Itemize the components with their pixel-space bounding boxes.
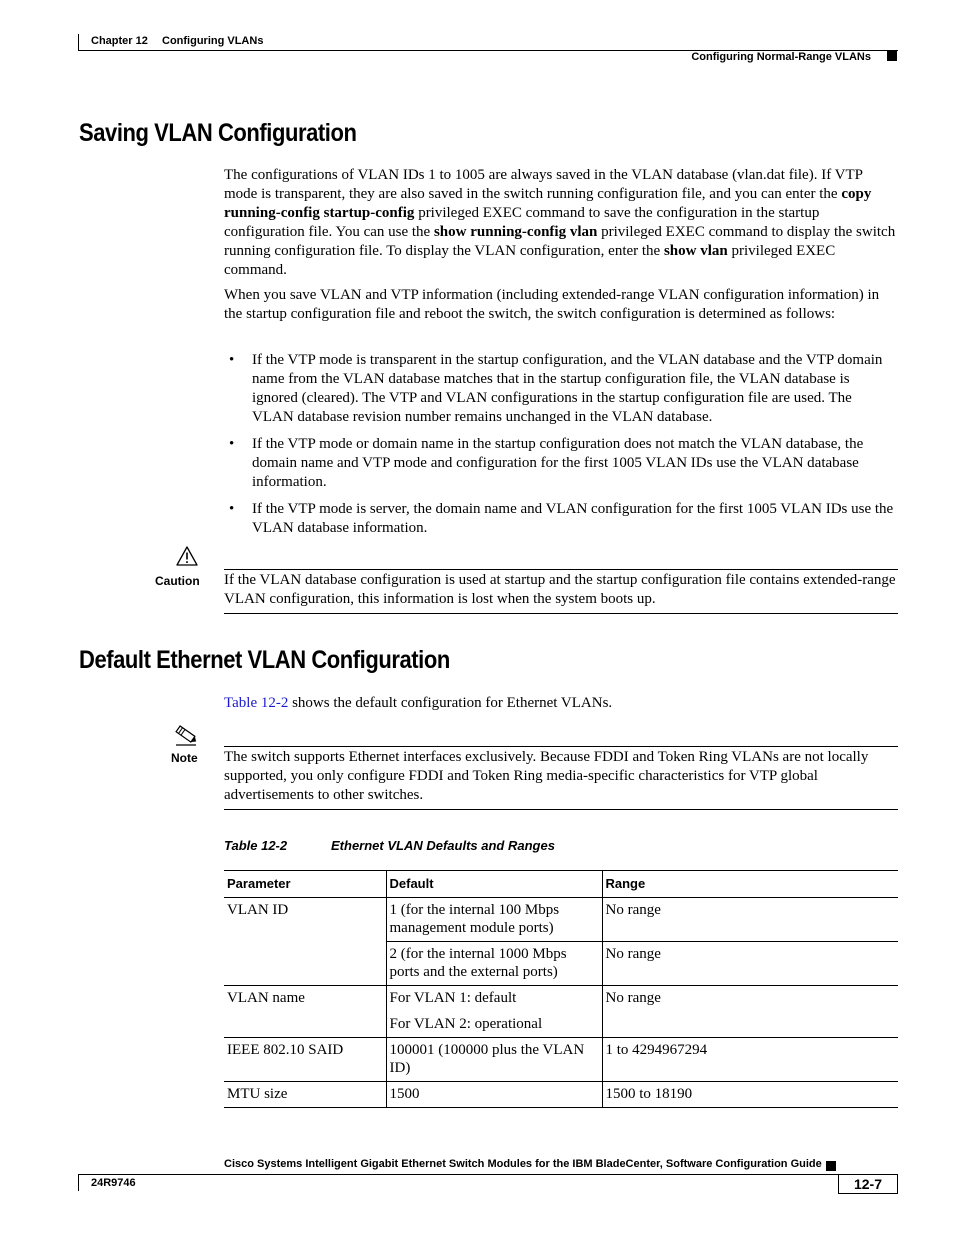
table-cell bbox=[386, 986, 602, 1038]
table-cell-line: For VLAN 1: default bbox=[389, 990, 517, 1006]
header-chapter: Chapter 12 bbox=[91, 35, 148, 47]
footer-page-number: 12-7 bbox=[838, 1174, 898, 1194]
default-intro-paragraph: Table 12-2 shows the default configuration for Ethernet VLANs. bbox=[224, 695, 613, 711]
section-title-saving-vlan: Saving VLAN Configuration bbox=[79, 119, 357, 147]
list-item: • If the VTP mode is server, the domain name and VLAN configuration for the first 1005 VLAN IDs use the VLAN database information. bbox=[224, 500, 896, 538]
note-text: The switch supports Ethernet interfaces exclusively. Because FDDI and Token Ring VLANs are not locally supported, you only configure FDDI and Token Ring media-specific characteristics for VTP global advertisements to other switches. bbox=[224, 749, 869, 803]
caution-label: Caution bbox=[155, 574, 200, 588]
table-header-row bbox=[224, 871, 898, 898]
header-left-bar bbox=[78, 34, 79, 51]
table-cell: 1 (for the internal 100 Mbps management module ports) bbox=[386, 898, 602, 942]
caution-warning-icon bbox=[176, 546, 198, 566]
header-block-marker bbox=[887, 51, 897, 61]
caution-top-rule bbox=[224, 569, 898, 570]
command-copy-running-config: copy running-config startup-config bbox=[224, 186, 872, 221]
list-item: • If the VTP mode or domain name in the startup configuration does not match the VLAN database, the domain name and VTP mode and configuration for the first 1005 VLAN IDs use the VLAN database information. bbox=[224, 435, 896, 492]
column-header-parameter: Parameter bbox=[224, 871, 386, 898]
table-caption-title: Ethernet VLAN Defaults and Ranges bbox=[331, 838, 555, 853]
table-cell: VLAN name bbox=[224, 986, 386, 1038]
caution-text: If the VLAN database configuration is used at startup and the startup configuration file contains extended-range VLAN configuration, this information is lost when the system boots up. bbox=[224, 572, 896, 607]
table-caption-number: Table 12-2 bbox=[224, 838, 288, 853]
footer-doc-number: 24R9746 bbox=[91, 1177, 136, 1189]
table-cell: IEEE 802.10 SAID bbox=[224, 1038, 386, 1082]
table-cell: VLAN ID bbox=[227, 902, 289, 918]
table-row bbox=[224, 1082, 898, 1108]
header-chapter-title: Configuring VLANs bbox=[162, 35, 264, 47]
table-row bbox=[224, 986, 898, 1038]
footer-rule bbox=[78, 1174, 898, 1175]
table-row bbox=[224, 898, 898, 942]
config-bullet-list bbox=[224, 351, 896, 546]
table-12-2-link[interactable]: Table 12-2 bbox=[224, 695, 289, 711]
table-cell: 1 to 4294967294 bbox=[602, 1038, 898, 1082]
note-bottom-rule bbox=[224, 809, 898, 810]
section-title-default-ethernet-vlan: Default Ethernet VLAN Configuration bbox=[79, 646, 450, 674]
table-cell: No range bbox=[602, 986, 898, 1038]
table-row bbox=[224, 1038, 898, 1082]
table-cell-line: For VLAN 2: operational bbox=[389, 1016, 543, 1032]
column-header-range: Range bbox=[602, 871, 898, 898]
caution-bottom-rule bbox=[224, 613, 898, 614]
vlan-defaults-table bbox=[224, 870, 898, 1108]
command-show-vlan: show vlan bbox=[663, 243, 728, 259]
note-label: Note bbox=[171, 751, 198, 765]
table-cell: No range bbox=[602, 898, 898, 942]
table-cell: 1500 bbox=[386, 1082, 602, 1108]
table-cell: 1500 to 18190 bbox=[602, 1082, 898, 1108]
column-header-default: Default bbox=[386, 871, 602, 898]
table-row bbox=[224, 942, 898, 986]
footer-guide-title: Cisco Systems Intelligent Gigabit Ethernet Switch Modules for the IBM BladeCenter, Software Configuration Guide bbox=[224, 1158, 822, 1170]
header-section: Configuring Normal-Range VLANs bbox=[691, 51, 871, 63]
table-cell bbox=[224, 942, 386, 986]
list-item: • If the VTP mode is transparent in the startup configuration, and the VLAN database and the VTP domain name from the VLAN database matches that in the startup configuration file, the VLAN database is ignored (cleared). The VTP and VLAN configurations in the startup configuration file are used. The VLAN database revision number remains unchanged in the VLAN database. bbox=[224, 351, 896, 427]
footer-block-marker bbox=[826, 1161, 836, 1171]
table-cell: 2 (for the internal 1000 Mbps ports and the external ports) bbox=[386, 942, 602, 986]
table-cell: 100001 (100000 plus the VLAN ID) bbox=[386, 1038, 602, 1082]
table-cell: MTU size bbox=[224, 1082, 386, 1108]
command-show-running-config-vlan: show running-config vlan bbox=[433, 224, 598, 240]
saving-paragraph-1: The configurations of VLAN IDs 1 to 1005 are always saved in the VLAN database (vlan.dat file). If VTP mode is transparent, they are also saved in the switch running configuration file, and you can enter the copy running-config startup-config privileged EXEC command to save the configuration in the startup configuration file. You can use the show running-config vlan privileged EXEC command to display the switch running configuration file. To display the VLAN configuration, enter the show vlan privileged EXEC command. bbox=[224, 167, 896, 278]
table-cell: No range bbox=[602, 942, 898, 986]
note-top-rule bbox=[224, 746, 898, 747]
saving-paragraph-2: When you save VLAN and VTP information (including extended-range VLAN configuration information) in the startup configuration file and reboot the switch, the switch configuration is determined as follows: bbox=[224, 287, 880, 322]
footer-left-bar bbox=[78, 1174, 79, 1191]
note-pencil-icon bbox=[173, 724, 199, 746]
